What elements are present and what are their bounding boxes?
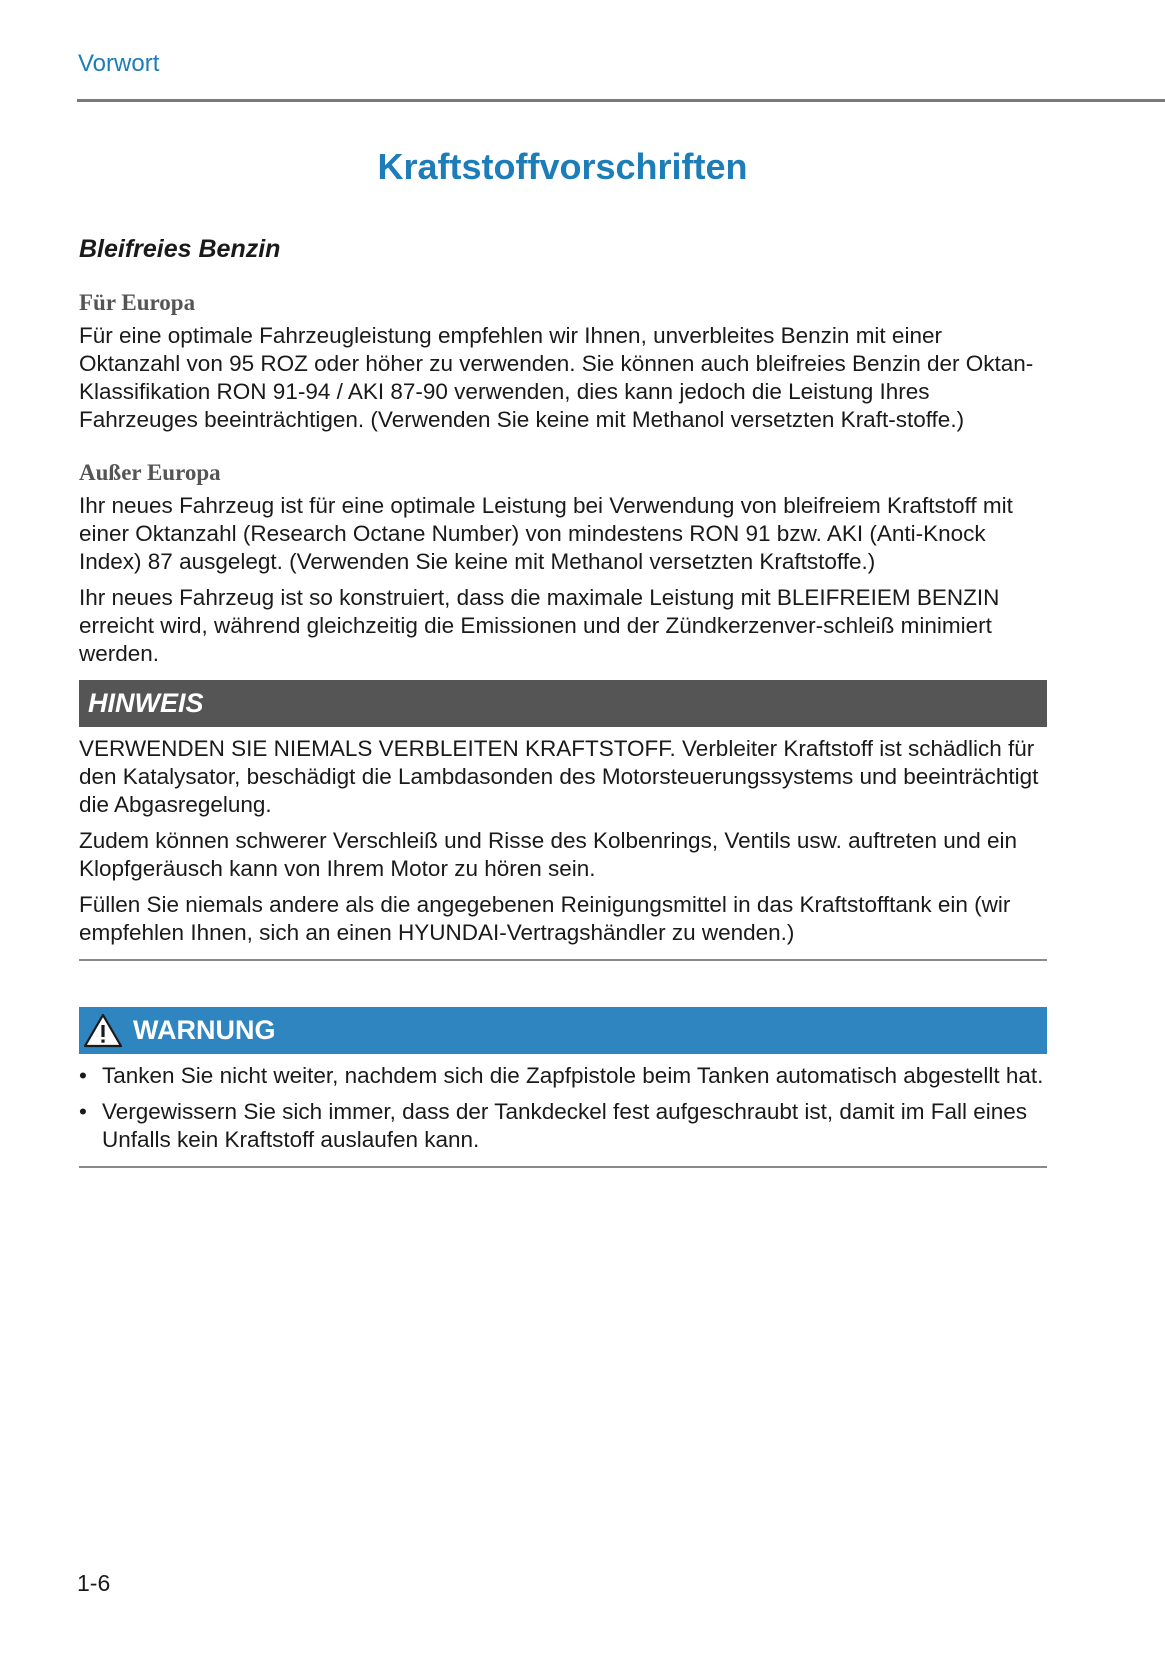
heading-europe: Für Europa [79,290,196,315]
paragraph-europe: Für eine optimale Fahrzeugleistung empfehlen wir Ihnen, unverbleites Benzin mit einer Oktanzahl von 95 ROZ oder höher zu verwenden. Sie können auch bleifreies Benzin der Oktan-Klassifikation RON 91-94 / AKI 87-90 verwenden, dies kann jedoch die Leistung Ihres Fahrzeuges beeinträchtigen. (Verwenden Sie keine mit Methanol versetzten Kraft-stoffe.) [79,323,1034,432]
page-title: Kraftstoffvorschriften [377,146,748,187]
section-label: Vorwort [78,50,160,77]
notice-paragraph-3: Füllen Sie niemals andere als die angegebenen Reinigungsmittel in das Kraftstofftank ein (wir empfehlen Ihnen, sich an einen HYUNDAI-Vertragshändler zu wenden.) [79,892,1011,945]
warning-list [79,1062,1047,1154]
warning-triangle-icon [83,1013,123,1049]
notice-body [79,735,1047,947]
paragraph-outside-europe-1: Ihr neues Fahrzeug ist für eine optimale Leistung bei Verwendung von bleifreiem Kraftstoff mit einer Oktanzahl (Research Octane Number) von mindestens RON 91 bzw. AKI (Anti-Knock Index) 87 ausgelegt. (Verwenden Sie keine mit Methanol versetzten Kraftstoffe.) [79,493,1013,574]
warning-item-text: Tanken Sie nicht weiter, nachdem sich die Zapfpistole beim Tanken automatisch abgestellt hat. [102,1063,1044,1088]
warning-end-rule [79,1166,1047,1168]
main-content [79,232,1047,1168]
bullet: • [79,1099,87,1124]
warning-item-1 [79,1062,1047,1090]
subheading-unleaded-petrol: Bleifreies Benzin [79,235,281,263]
paragraph-outside-europe-2: Ihr neues Fahrzeug ist so konstruiert, dass die maximale Leistung mit BLEIFREIEM BENZIN erreicht wird, während gleichzeitig die Emissionen und der Zündkerzenver-schleiß minimiert werden. [79,585,1000,666]
notice-end-rule [79,959,1047,961]
heading-outside-europe: Außer Europa [79,460,221,485]
notice-paragraph-2: Zudem können schwerer Verschleiß und Risse des Kolbenrings, Ventils usw. auftreten und ein Klopfgeräusch kann von Ihrem Motor zu hören sein. [79,828,1018,881]
notice-paragraph-1: VERWENDEN SIE NIEMALS VERBLEITEN KRAFTSTOFF. Verbleiter Kraftstoff ist schädlich für den Katalysator, beschädigt die Lambdasonden des Motorsteuerungssystems und beeinträchtigt die Abgasregelung. [79,736,1039,817]
warning-label: WARNUNG [133,1015,276,1045]
warning-header [79,1007,1047,1054]
warning-item-text: Vergewissern Sie sich immer, dass der Tankdeckel fest aufgeschraubt ist, damit im Fall eines Unfalls kein Kraftstoff auslaufen kann. [102,1099,1027,1152]
page-number: 1-6 [77,1570,111,1596]
header-rule [77,99,1165,102]
warning-item-2 [79,1098,1047,1154]
notice-header: HINWEIS [79,680,1047,727]
bullet: • [79,1063,87,1088]
